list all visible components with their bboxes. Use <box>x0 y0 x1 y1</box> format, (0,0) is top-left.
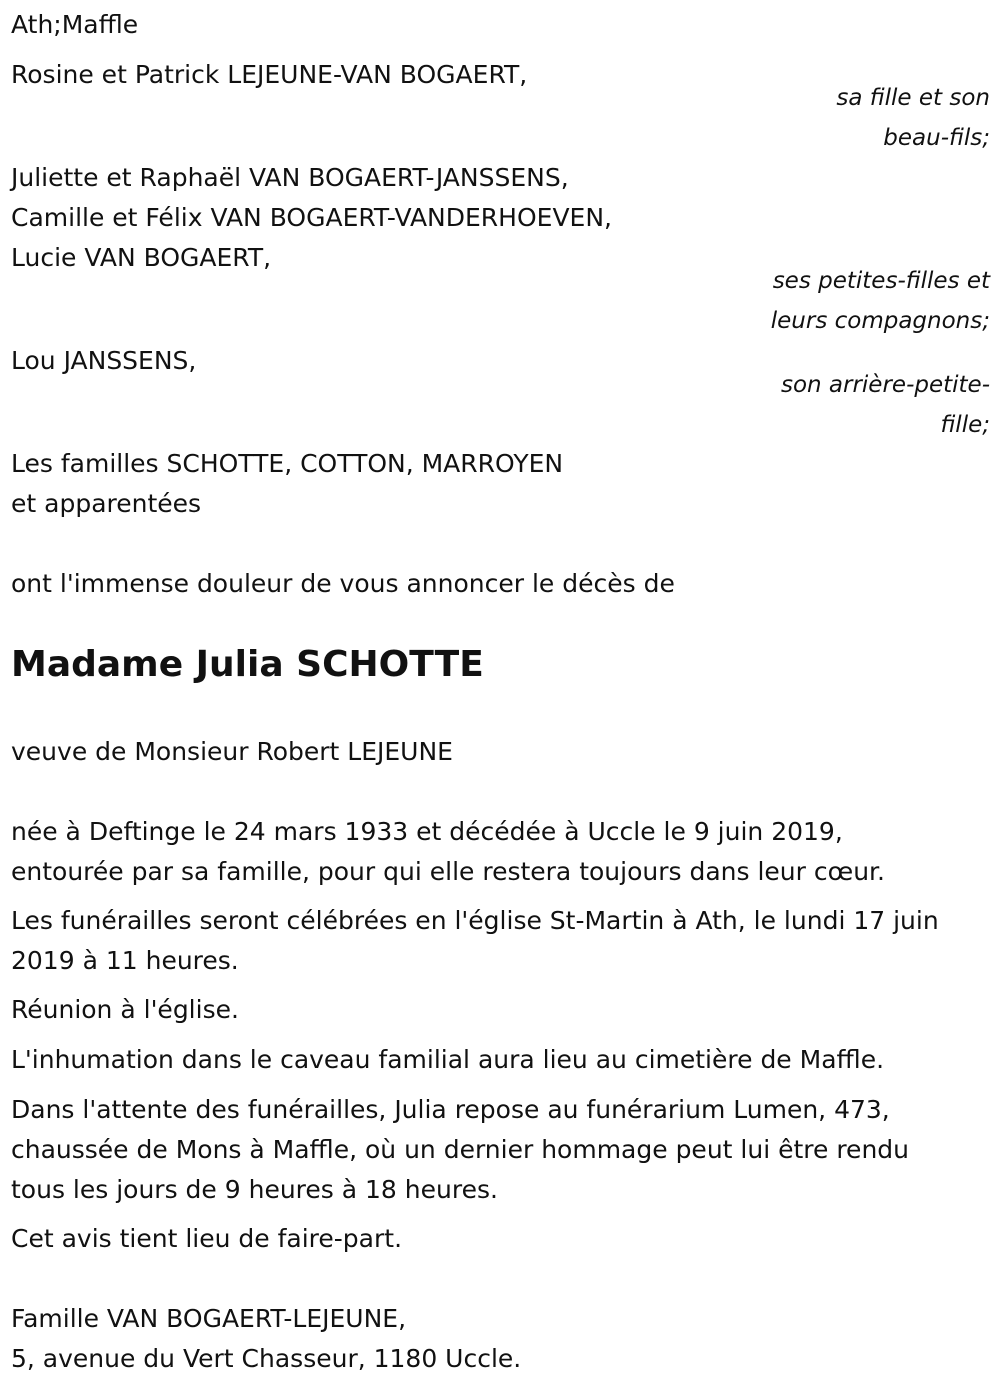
relation-great-granddaughter: son arrière-petite- <box>780 372 990 398</box>
viewing-line: Dans l'attente des funérailles, Julia repose au funérarium Lumen, 473, <box>11 1095 890 1124</box>
place-header: Ath;Maffle <box>11 10 139 39</box>
relation-granddaughters: leurs compagnons; <box>770 308 990 334</box>
viewing-line: tous les jours de 9 heures à 18 heures. <box>11 1175 498 1204</box>
announcement: ont l'immense douleur de vous annoncer le décès de <box>11 569 675 598</box>
burial-line: L'inhumation dans le caveau familial aura lieu au cimetière de Maffle. <box>11 1045 885 1074</box>
relation-granddaughters: ses petites-filles et <box>772 268 990 294</box>
family-line-daughter: Rosine et Patrick LEJEUNE-VAN BOGAERT, <box>11 60 528 89</box>
relation-great-granddaughter: fille; <box>940 412 990 438</box>
funeral-line: Les funérailles seront célébrées en l'église St-Martin à Ath, le lundi 17 juin <box>11 906 939 935</box>
family-line-granddaughter: Camille et Félix VAN BOGAERT-VANDERHOEVEN, <box>11 203 612 232</box>
signature-family: Famille VAN BOGAERT-LEJEUNE, <box>11 1304 407 1333</box>
deceased-name: Madame Julia SCHOTTE <box>11 644 484 685</box>
funeral-line: 2019 à 11 heures. <box>11 946 239 975</box>
relation-daughter: sa fille et son <box>836 85 990 111</box>
viewing-line: chaussée de Mons à Maffle, où un dernier hommage peut lui être rendu <box>11 1135 909 1164</box>
widow-of: veuve de Monsieur Robert LEJEUNE <box>11 737 453 766</box>
meeting-line: Réunion à l'église. <box>11 995 239 1024</box>
relation-daughter: beau-fils; <box>883 125 990 151</box>
family-line-families: Les familles SCHOTTE, COTTON, MARROYEN <box>11 449 564 478</box>
notice-line: Cet avis tient lieu de faire-part. <box>11 1224 403 1253</box>
family-line-great-granddaughter: Lou JANSSENS, <box>11 346 197 375</box>
family-line-families: et apparentées <box>11 489 202 518</box>
family-line-granddaughter: Juliette et Raphaël VAN BOGAERT-JANSSENS, <box>11 163 569 192</box>
signature-address: 5, avenue du Vert Chasseur, 1180 Uccle. <box>11 1344 522 1373</box>
birth-death-line: née à Deftinge le 24 mars 1933 et décédée à Uccle le 9 juin 2019, <box>11 817 843 846</box>
family-line-granddaughter: Lucie VAN BOGAERT, <box>11 243 272 272</box>
birth-death-line: entourée par sa famille, pour qui elle restera toujours dans leur cœur. <box>11 857 885 886</box>
